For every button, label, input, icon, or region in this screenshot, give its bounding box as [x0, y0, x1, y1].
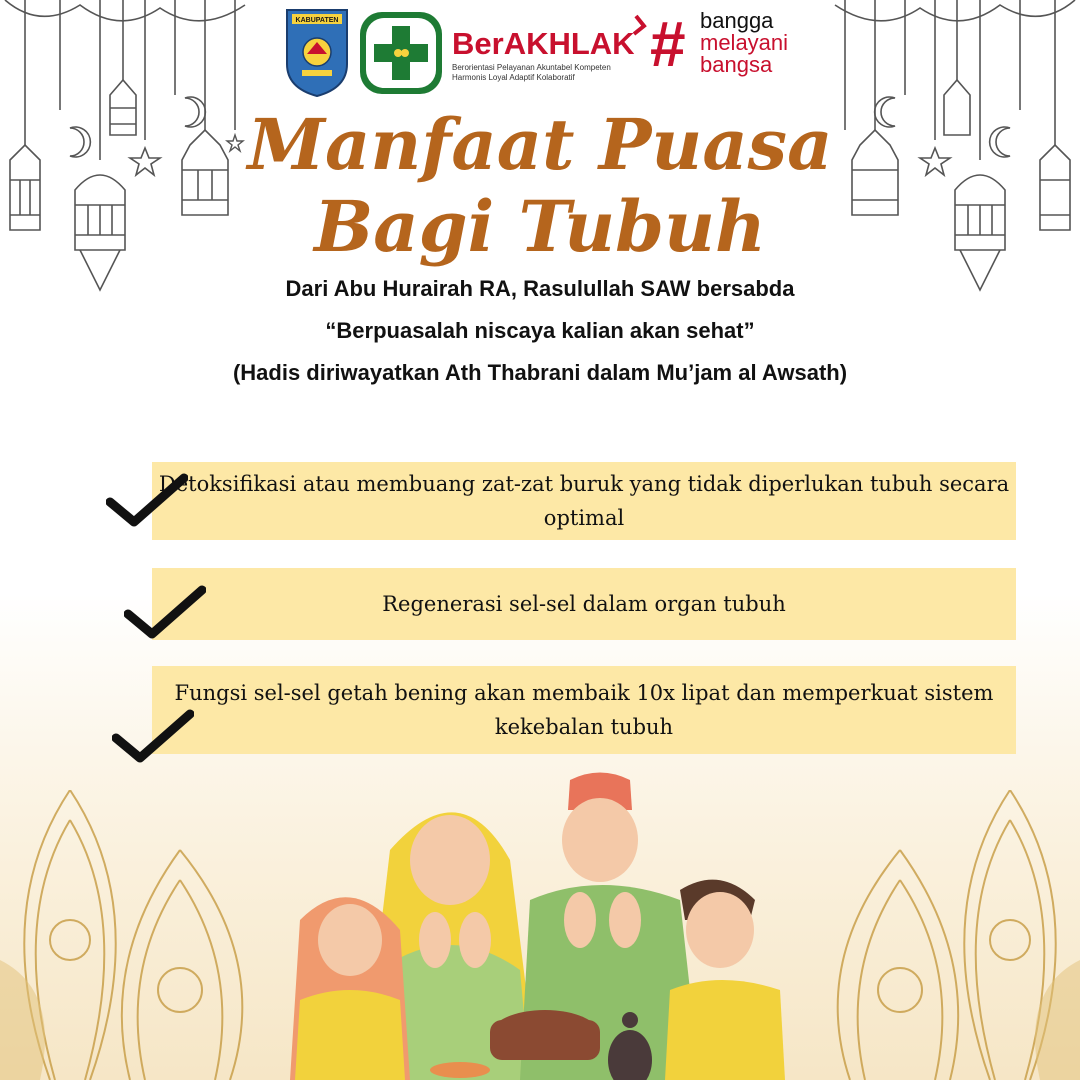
hadith-intro: Dari Abu Hurairah RA, Rasulullah SAW bersabda	[285, 276, 795, 301]
berakhlak-tagline-1: Berorientasi Pelayanan Akuntabel Kompeten	[452, 63, 611, 72]
hadith-source: (Hadis diriwayatkan Ath Thabrani dalam Mu’jam al Awsath)	[232, 360, 848, 385]
check-icon	[112, 708, 194, 766]
check-icon	[106, 472, 188, 530]
hadith-quote: “Berpuasalah niscaya kalian akan sehat”	[325, 318, 755, 343]
benefit-text: Detoksifikasi atau membuang zat-zat buruk yang tidak diperlukan tubuh secara optimal	[158, 472, 1010, 530]
health-cross-logo	[360, 12, 442, 94]
regency-seal-logo	[287, 10, 347, 96]
header-logos	[282, 4, 842, 100]
benefit-text: Regenerasi sel-sel dalam organ tubuh	[382, 592, 786, 616]
bangga-melayani-bangsa-logo	[650, 8, 788, 80]
page-title-line-1: Manfaat Puasa	[247, 103, 833, 186]
benefit-item	[152, 666, 1016, 754]
berakhlak-name: BerAKHLAK	[452, 26, 635, 61]
hashtag-line-3: bangsa	[700, 52, 773, 77]
gold-ornament-right	[780, 790, 1080, 1080]
benefit-item	[152, 462, 1016, 540]
hashtag-line-1: bangga	[700, 8, 774, 33]
berakhlak-logo	[452, 16, 644, 82]
check-icon	[124, 584, 206, 642]
regency-seal-text: KABUPATEN	[295, 17, 339, 24]
benefit-text: Fungsi sel-sel getah bening akan membaik 10x lipat dan memperkuat sistem kekebalan tubuh	[174, 681, 994, 739]
gold-ornament-left	[0, 790, 300, 1080]
berakhlak-tagline-2: Harmonis Loyal Adaptif Kolaboratif	[452, 73, 575, 82]
hashtag-symbol: #	[650, 8, 686, 80]
benefit-item	[152, 568, 1016, 640]
family-praying-illustration	[280, 770, 800, 1080]
hashtag-line-2: melayani	[700, 30, 789, 55]
page-title-line-2: Bagi Tubuh	[314, 185, 766, 268]
